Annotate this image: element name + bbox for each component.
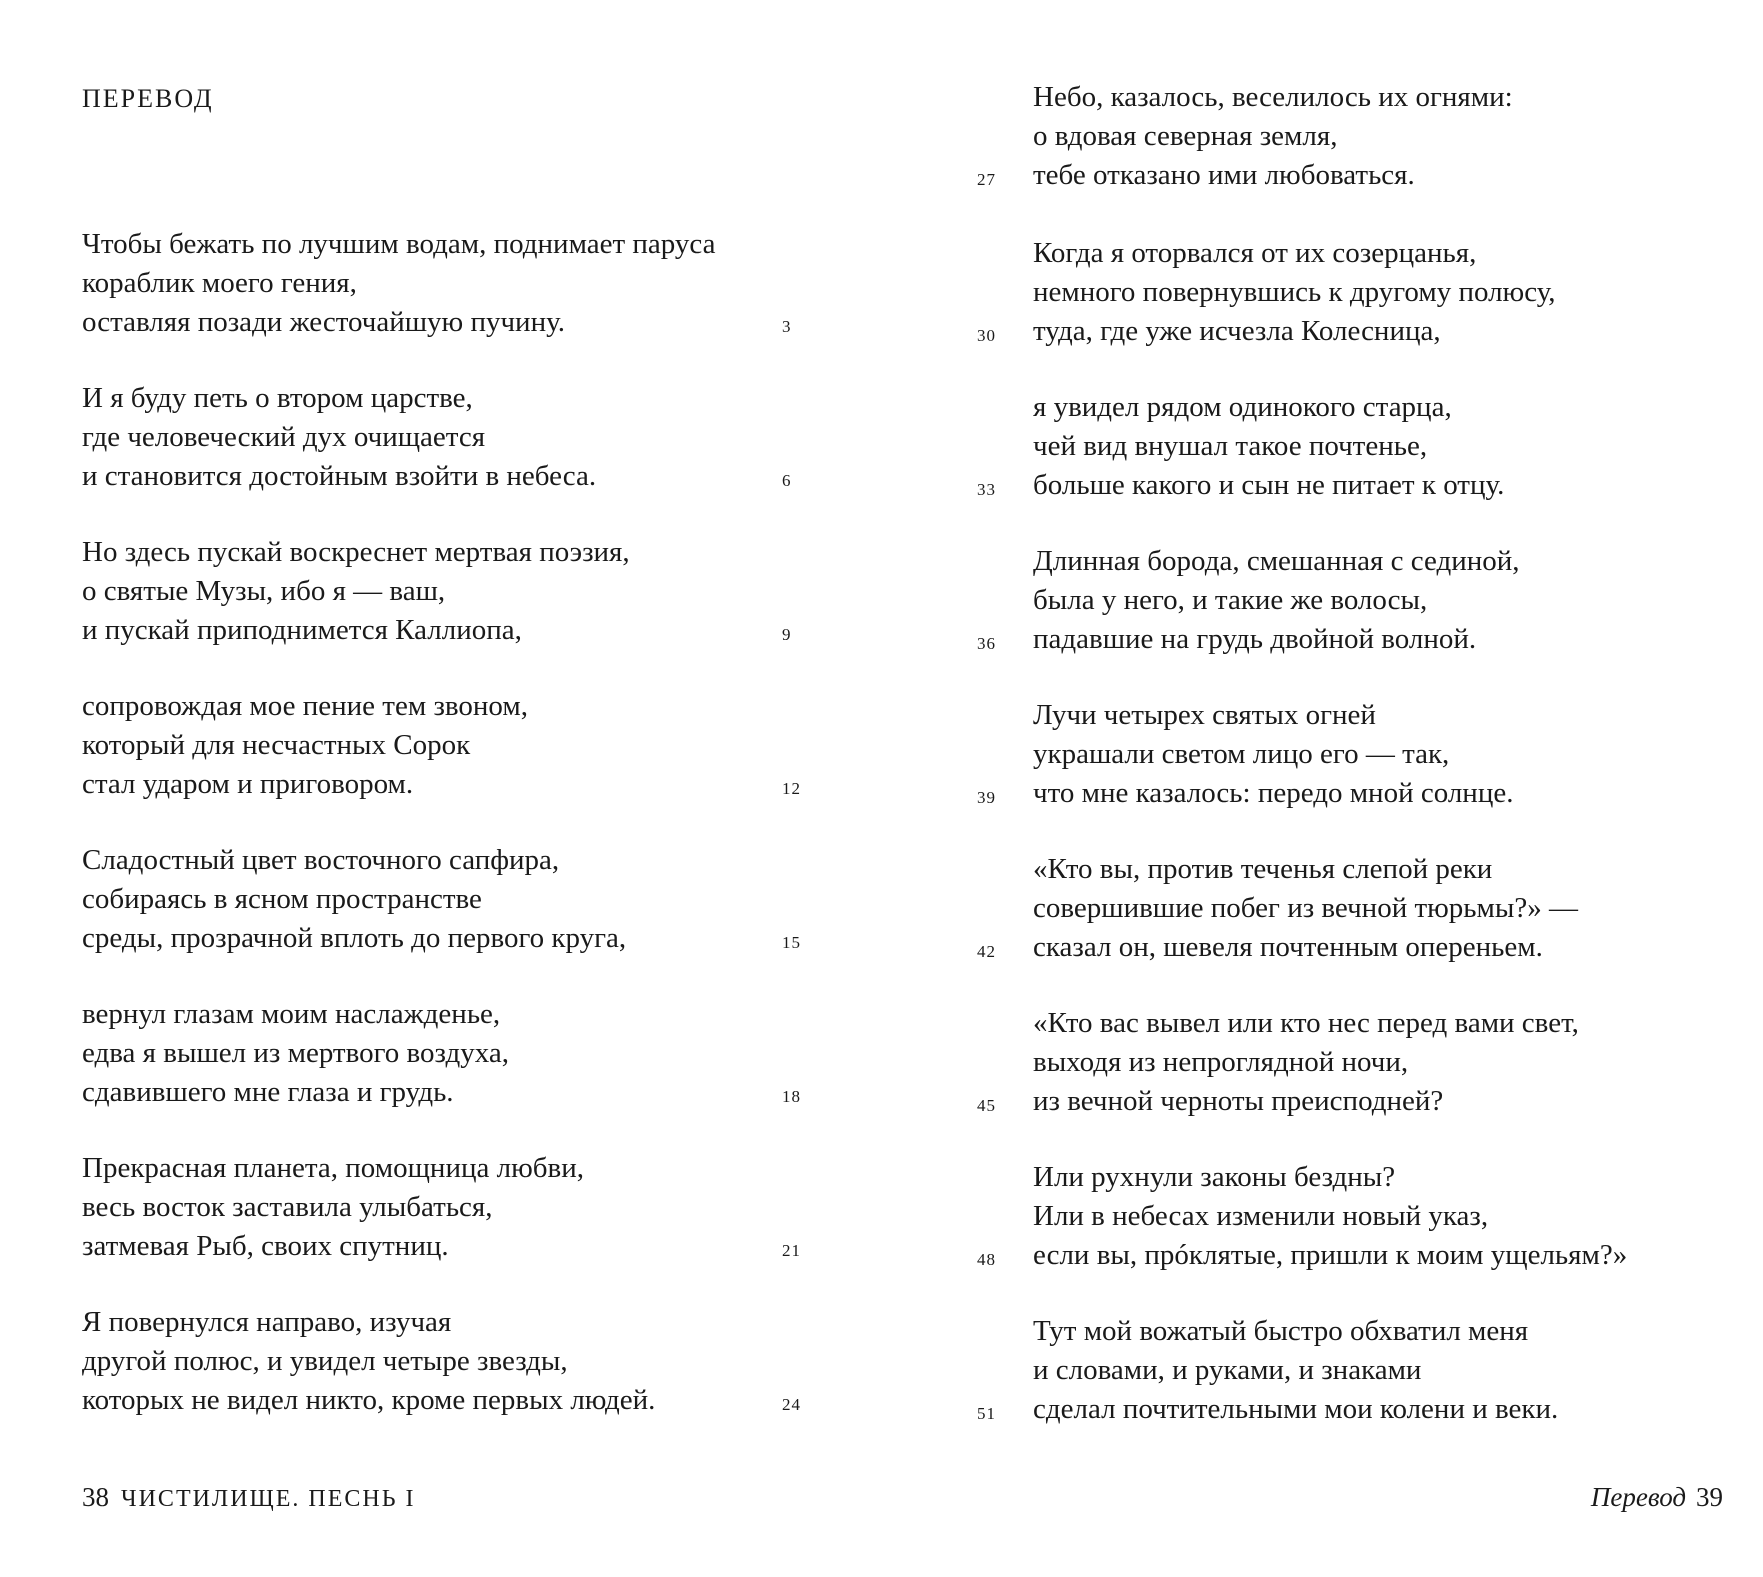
verse-line: оставляя позади жесточайшую пучину. 3: [82, 303, 842, 342]
verse-line: 48 если вы, прóклятые, пришли к моим ущельям?»: [881, 1236, 1741, 1275]
running-head: Перевод: [1590, 1482, 1686, 1512]
section-title: ПЕРЕВОД: [82, 84, 214, 113]
verse-line: Сладостный цвет восточного сапфира,: [82, 844, 560, 876]
verse-line: была у него, и такие же волосы,: [1033, 584, 1428, 616]
verse-line: Тут мой вожатый быстро обхватил меня: [1033, 1315, 1529, 1347]
verse-line: совершившие побег из вечной тюрьмы?» —: [1033, 892, 1578, 924]
verse-line: немного повернувшись к другому полюсу,: [1033, 276, 1556, 308]
line-number: 12: [782, 779, 801, 798]
page-number: 38: [82, 1482, 109, 1512]
line-number: 45: [977, 1096, 996, 1115]
verse-line: стал ударом и приговором. 12: [82, 765, 842, 804]
stanza: [881, 696, 1741, 813]
stanza: [82, 995, 842, 1112]
verse-line: я увидел рядом одинокого старца,: [1033, 391, 1452, 423]
verse-line: о вдовая северная земля,: [1033, 120, 1338, 152]
line-number: 21: [782, 1241, 801, 1260]
verse-line: «Кто вы, против теченья слепой реки: [1033, 853, 1493, 885]
verse-line: 42 сказал он, шевеля почтенным опереньем.: [881, 928, 1741, 967]
page-footer-right: [1591, 1482, 1723, 1513]
verse-line: Лучи четырех святых огней: [1033, 699, 1376, 731]
verse-line: 30 туда, где уже исчезла Колесница,: [881, 312, 1741, 351]
verse-line: 45 из вечной черноты преисподней?: [881, 1082, 1741, 1121]
line-number: 42: [977, 942, 996, 961]
line-number: 18: [782, 1087, 801, 1106]
line-number: 24: [782, 1395, 801, 1414]
stanza: [881, 234, 1741, 351]
line-number: 15: [782, 933, 801, 952]
verse-line: И я буду петь о втором царстве,: [82, 382, 473, 414]
verse-line: «Кто вас вывел или кто нес перед вами свет,: [1033, 1007, 1579, 1039]
verse-line: сдавившего мне глаза и грудь. 18: [82, 1073, 842, 1112]
stanza: [881, 78, 1741, 195]
verse-line: чей вид внушал такое почтенье,: [1033, 430, 1428, 462]
stanza: [881, 1004, 1741, 1121]
verse-line: сопровождая мое пение тем звоном,: [82, 690, 528, 722]
verse-line: затмевая Рыб, своих спутниц. 21: [82, 1227, 842, 1266]
verse-line: собираясь в ясном пространстве: [82, 883, 482, 915]
verse-line: где человеческий дух очищается: [82, 421, 486, 453]
stanza: [881, 388, 1741, 505]
stanza: [82, 1303, 842, 1420]
right-page: [881, 0, 1763, 1577]
stanza: [82, 1149, 842, 1266]
verse-line: 36 падавшие на грудь двойной волной.: [881, 620, 1741, 659]
stanza: [82, 225, 842, 342]
verse-line: Чтобы бежать по лучшим водам, поднимает паруса: [82, 228, 716, 260]
stanza: [881, 542, 1741, 659]
stanza: [881, 850, 1741, 967]
stanza: [82, 533, 842, 650]
verse-line: вернул глазам моим наслажденье,: [82, 998, 501, 1030]
stanza: [82, 379, 842, 496]
verse-line: которых не видел никто, кроме первых людей. 24: [82, 1381, 842, 1420]
stanza: [82, 841, 842, 958]
stanza: [881, 1312, 1741, 1429]
verse-line: и словами, и руками, и знаками: [1033, 1354, 1422, 1386]
line-number: 6: [782, 471, 792, 490]
verse-line: и пускай приподнимется Каллиопа, 9: [82, 611, 842, 650]
verse-line: весь восток заставила улыбаться,: [82, 1191, 493, 1223]
stanza: [82, 687, 842, 804]
verse-line: и становится достойным взойти в небеса. 6: [82, 457, 842, 496]
verse-line: Длинная борода, смешанная с сединой,: [1033, 545, 1520, 577]
verse-line: Или рухнули законы бездны?: [1033, 1161, 1396, 1193]
verse-line: Или в небесах изменили новый указ,: [1033, 1200, 1489, 1232]
line-number: 36: [977, 634, 996, 653]
verse-line: Прекрасная планета, помощница любви,: [82, 1152, 584, 1184]
verse-line: Когда я оторвался от их созерцанья,: [1033, 237, 1477, 269]
verse-line: 39 что мне казалось: передо мной солнце.: [881, 774, 1741, 813]
verse-line: выходя из непроглядной ночи,: [1033, 1046, 1409, 1078]
line-number: 3: [782, 317, 792, 336]
line-number: 48: [977, 1250, 996, 1269]
verse-line: едва я вышел из мертвого воздуха,: [82, 1037, 509, 1069]
line-number: 39: [977, 788, 996, 807]
line-number: 9: [782, 625, 792, 644]
verse-line: Я повернулся направо, изучая: [82, 1306, 452, 1338]
verse-line: среды, прозрачной вплоть до первого круга, 15: [82, 919, 842, 958]
page-footer-left: [82, 1482, 416, 1513]
verse-line: 27 тебе отказано ими любоваться.: [881, 156, 1741, 195]
verse-line: кораблик моего гения,: [82, 267, 357, 299]
verse-line: 33 больше какого и сын не питает к отцу.: [881, 466, 1741, 505]
line-number: 30: [977, 326, 996, 345]
line-number: 51: [977, 1404, 996, 1423]
running-head: ЧИСТИЛИЩЕ. ПЕСНЬ I: [121, 1486, 416, 1512]
line-number: 27: [977, 170, 996, 189]
left-page: [0, 0, 881, 1577]
page-number: 39: [1696, 1482, 1723, 1512]
verse-line: Небо, казалось, веселилось их огнями:: [1033, 81, 1513, 113]
stanza: [881, 1158, 1741, 1275]
verse-line: другой полюс, и увидел четыре звезды,: [82, 1345, 568, 1377]
verse-line: 51 сделал почтительными мои колени и веки.: [881, 1390, 1741, 1429]
verse-line: Но здесь пускай воскреснет мертвая поэзия,: [82, 536, 630, 568]
verse-line: украшали светом лицо его — так,: [1033, 738, 1450, 770]
line-number: 33: [977, 480, 996, 499]
verse-line: который для несчастных Сорок: [82, 729, 471, 761]
verse-line: о святые Музы, ибо я — ваш,: [82, 575, 446, 607]
